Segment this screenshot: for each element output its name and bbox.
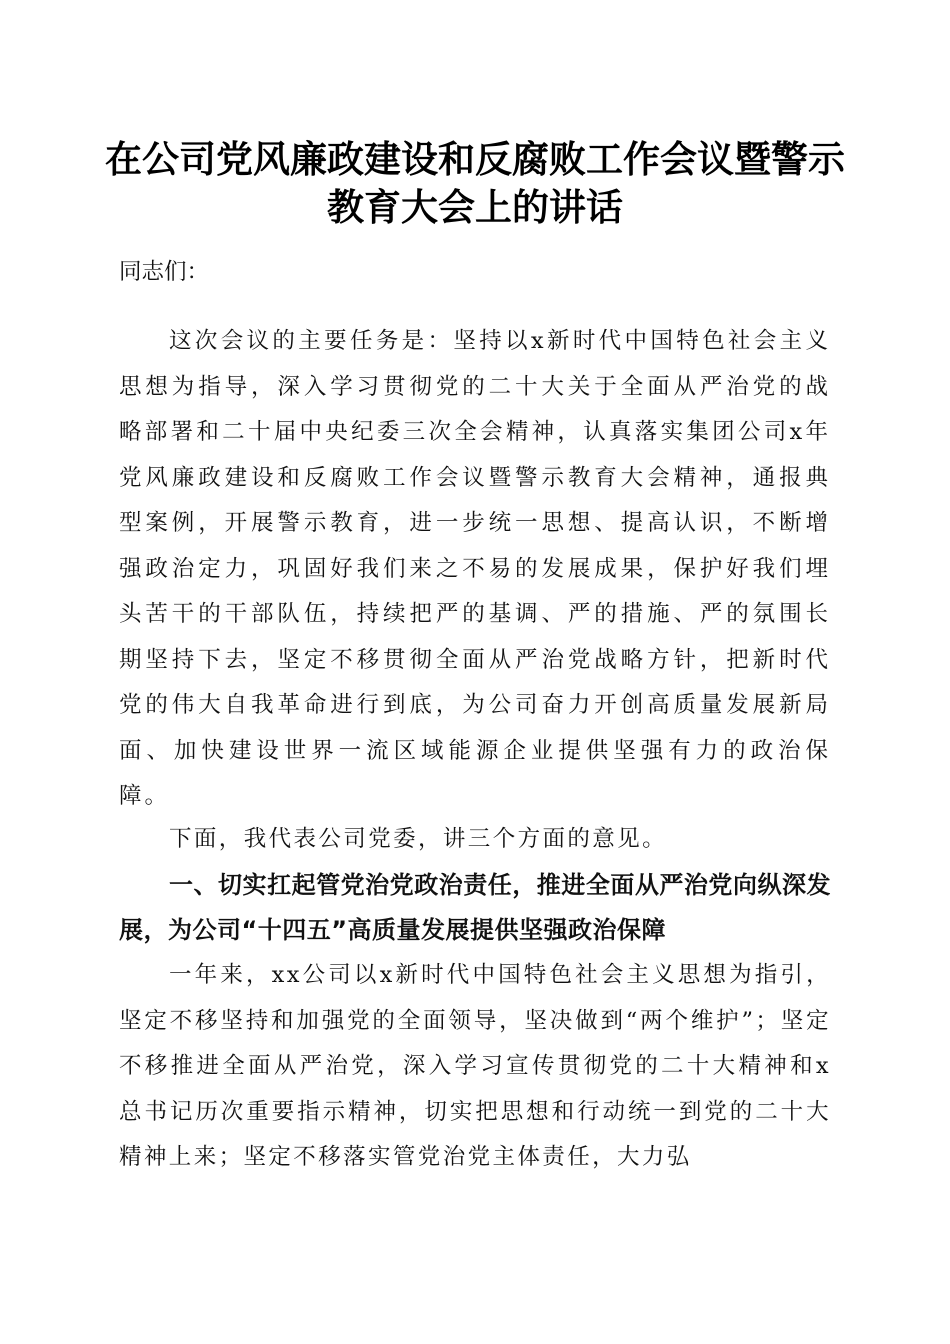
paragraph-section-1: 一年来，xx公司以x新时代中国特色社会主义思想为指引，坚定不移坚持和加强党的全面领导，坚决做到“两个维护”；坚定不移推进全面从严治党，深入学习宣传贯彻党的二十大精神和x总书记历次重要指示精神，切实把思想和行动统一到党的二十大精神上来；坚定不移落实管党治党主体责任，大力弘 — [119, 962, 831, 1170]
paragraph-transition: 下面，我代表公司党委，讲三个方面的意见。 — [169, 826, 668, 852]
document-title-line-2: 教育大会上的讲话 — [327, 185, 623, 229]
salutation: 同志们： — [119, 259, 210, 285]
document-title-line-1: 在公司党风廉政建设和反腐败工作会议暨警示 — [105, 137, 845, 181]
section-heading-1: 一、切实扛起管党治党政治责任，推进全面从严治党向纵深发展，为公司“十四五”高质量发展提供坚强政治保障 — [119, 871, 831, 944]
paragraph-intro: 这次会议的主要任务是：坚持以x新时代中国特色社会主义思想为指导，深入学习贯彻党的二十大关于全面从严治党的战略部署和二十届中央纪委三次全会精神，认真落实集团公司x年党风廉政建设和反腐败工作会议暨警示教育大会精神，通报典型案例，开展警示教育，进一步统一思想、提高认识，不断增强政治定力，巩固好我们来之不易的发展成果，保护好我们埋头苦干的干部队伍，持续把严的基调、严的措施、严的氛围长期坚持下去，坚定不移贯彻全面从严治党战略方针，把新时代党的伟大自我革命进行到底，为公司奋力开创高质量发展新局面、加快建设世界一流区域能源企业提供坚强有力的政治保障。 — [119, 328, 831, 809]
